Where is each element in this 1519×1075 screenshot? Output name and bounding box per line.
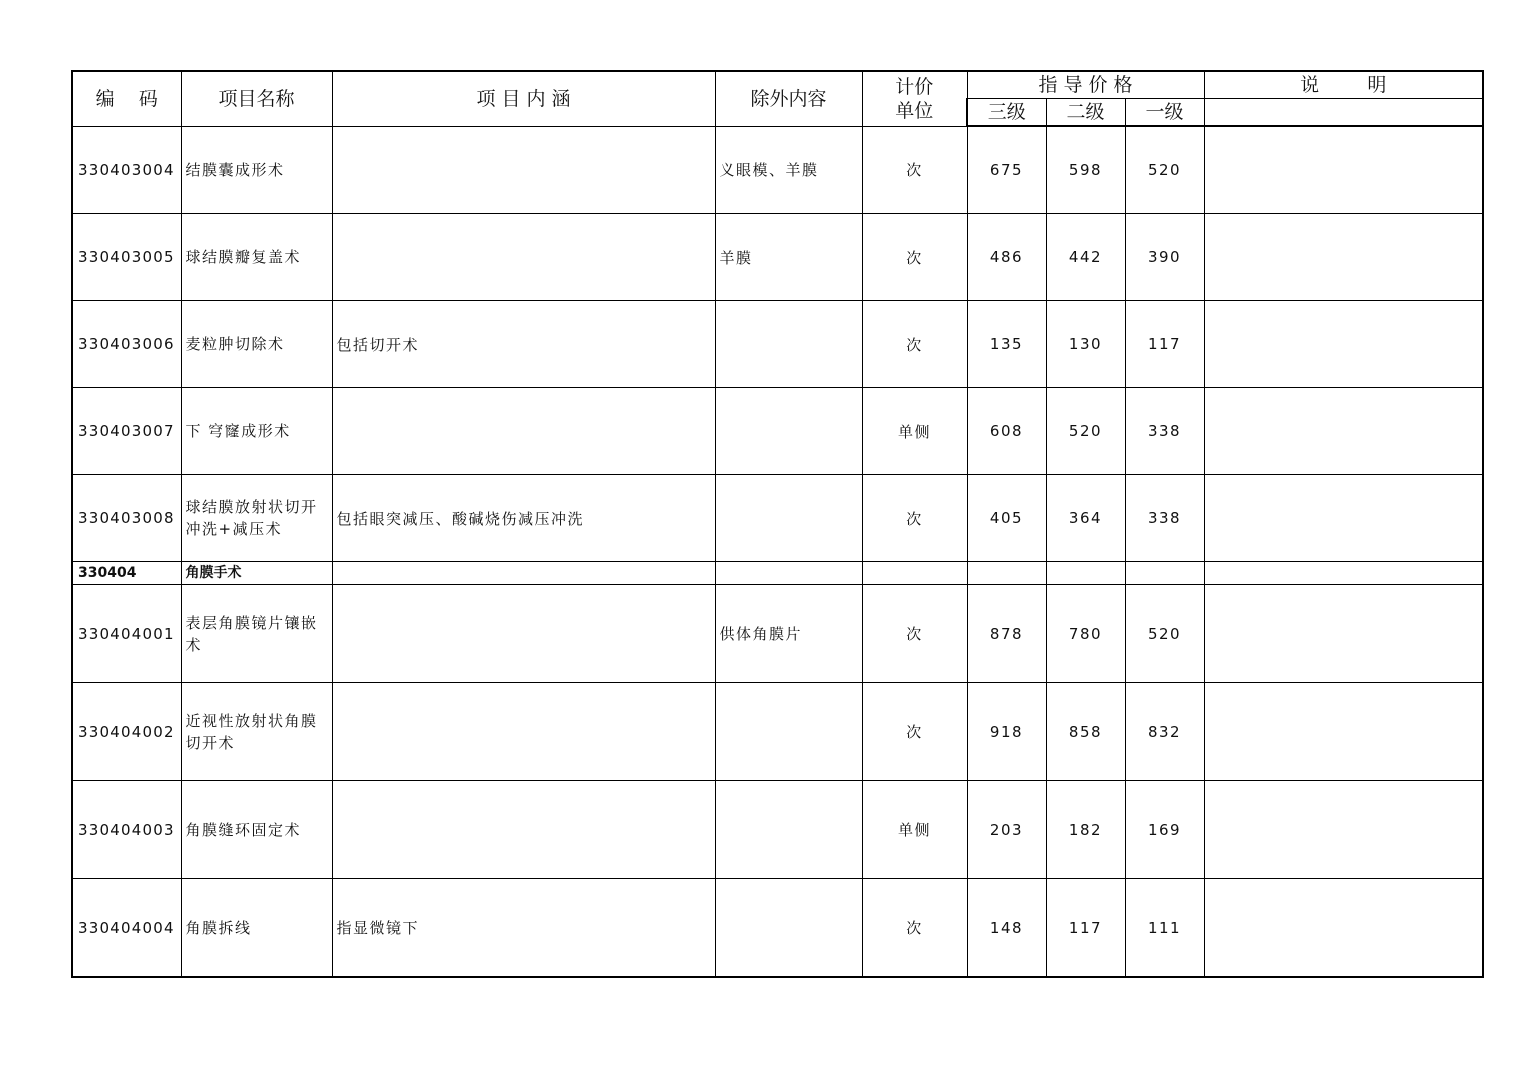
item-exclusions bbox=[715, 301, 862, 388]
price-level1: 338 bbox=[1125, 388, 1204, 475]
section-code: 330404 bbox=[72, 562, 181, 585]
header-unit-line2: 单位 bbox=[895, 99, 934, 122]
table-body bbox=[72, 126, 1483, 977]
item-name: 表层角膜镜片镶嵌术 bbox=[181, 585, 332, 683]
header-note: 说 明 bbox=[1204, 71, 1483, 99]
item-content: 包括眼突减压、酸碱烧伤减压冲洗 bbox=[332, 475, 715, 562]
section-empty-cell bbox=[1204, 562, 1483, 585]
item-content bbox=[332, 214, 715, 301]
item-content bbox=[332, 781, 715, 879]
item-code: 330403004 bbox=[72, 126, 181, 214]
item-note bbox=[1204, 781, 1483, 879]
item-exclusions bbox=[715, 388, 862, 475]
price-level2: 780 bbox=[1046, 585, 1125, 683]
item-code: 330403005 bbox=[72, 214, 181, 301]
item-note bbox=[1204, 126, 1483, 214]
price-level2: 442 bbox=[1046, 214, 1125, 301]
price-level2: 858 bbox=[1046, 683, 1125, 781]
section-empty-cell bbox=[715, 562, 862, 585]
section-row bbox=[72, 562, 1483, 585]
header-level2: 二级 bbox=[1046, 99, 1125, 127]
item-unit: 单侧 bbox=[862, 388, 967, 475]
price-table bbox=[71, 70, 1484, 978]
item-note bbox=[1204, 683, 1483, 781]
price-level1: 520 bbox=[1125, 585, 1204, 683]
header-exclusions: 除外内容 bbox=[715, 71, 862, 126]
item-unit: 次 bbox=[862, 683, 967, 781]
header-level3: 三级 bbox=[967, 99, 1046, 127]
header-unit-line1: 计价 bbox=[895, 75, 934, 98]
price-level3: 608 bbox=[967, 388, 1046, 475]
section-empty-cell bbox=[967, 562, 1046, 585]
price-level1: 832 bbox=[1125, 683, 1204, 781]
price-level3: 203 bbox=[967, 781, 1046, 879]
item-code: 330403006 bbox=[72, 301, 181, 388]
price-level2: 182 bbox=[1046, 781, 1125, 879]
table-row bbox=[72, 214, 1483, 301]
item-unit: 单侧 bbox=[862, 781, 967, 879]
header-unit bbox=[862, 71, 967, 126]
price-level1: 390 bbox=[1125, 214, 1204, 301]
header-note-blank bbox=[1204, 99, 1483, 127]
table-row bbox=[72, 126, 1483, 214]
price-level3: 135 bbox=[967, 301, 1046, 388]
table-row bbox=[72, 781, 1483, 879]
table-row bbox=[72, 388, 1483, 475]
item-content: 指显微镜下 bbox=[332, 879, 715, 978]
item-content: 包括切开术 bbox=[332, 301, 715, 388]
table-row bbox=[72, 879, 1483, 978]
item-code: 330403008 bbox=[72, 475, 181, 562]
item-content bbox=[332, 388, 715, 475]
item-content bbox=[332, 585, 715, 683]
header-guide-price: 指 导 价 格 bbox=[967, 71, 1204, 99]
price-level3: 148 bbox=[967, 879, 1046, 978]
item-note bbox=[1204, 585, 1483, 683]
item-unit: 次 bbox=[862, 301, 967, 388]
item-code: 330404003 bbox=[72, 781, 181, 879]
price-level3: 675 bbox=[967, 126, 1046, 214]
table-row bbox=[72, 683, 1483, 781]
item-unit: 次 bbox=[862, 214, 967, 301]
table-row bbox=[72, 475, 1483, 562]
item-exclusions: 供体角膜片 bbox=[715, 585, 862, 683]
table-header bbox=[72, 71, 1483, 126]
header-code: 编 码 bbox=[72, 71, 181, 126]
item-code: 330404004 bbox=[72, 879, 181, 978]
item-content bbox=[332, 683, 715, 781]
price-level1: 338 bbox=[1125, 475, 1204, 562]
item-name: 角膜缝环固定术 bbox=[181, 781, 332, 879]
header-content: 项 目 内 涵 bbox=[332, 71, 715, 126]
item-name: 近视性放射状角膜切开术 bbox=[181, 683, 332, 781]
item-code: 330404001 bbox=[72, 585, 181, 683]
item-note bbox=[1204, 388, 1483, 475]
section-empty-cell bbox=[1125, 562, 1204, 585]
item-unit: 次 bbox=[862, 126, 967, 214]
table-row bbox=[72, 301, 1483, 388]
item-exclusions bbox=[715, 683, 862, 781]
item-exclusions bbox=[715, 475, 862, 562]
header-name: 项目名称 bbox=[181, 71, 332, 126]
item-code: 330403007 bbox=[72, 388, 181, 475]
price-level2: 598 bbox=[1046, 126, 1125, 214]
item-name: 麦粒肿切除术 bbox=[181, 301, 332, 388]
price-level2: 130 bbox=[1046, 301, 1125, 388]
section-empty-cell bbox=[1046, 562, 1125, 585]
item-exclusions bbox=[715, 879, 862, 978]
item-name: 下 穹窿成形术 bbox=[181, 388, 332, 475]
price-level1: 169 bbox=[1125, 781, 1204, 879]
section-name: 角膜手术 bbox=[181, 562, 332, 585]
item-exclusions: 义眼模、羊膜 bbox=[715, 126, 862, 214]
price-level3: 486 bbox=[967, 214, 1046, 301]
price-level3: 405 bbox=[967, 475, 1046, 562]
item-name: 球结膜瓣复盖术 bbox=[181, 214, 332, 301]
header-level1: 一级 bbox=[1125, 99, 1204, 127]
item-code: 330404002 bbox=[72, 683, 181, 781]
item-note bbox=[1204, 475, 1483, 562]
item-exclusions: 羊膜 bbox=[715, 214, 862, 301]
item-note bbox=[1204, 301, 1483, 388]
item-note bbox=[1204, 214, 1483, 301]
item-name: 角膜拆线 bbox=[181, 879, 332, 978]
item-exclusions bbox=[715, 781, 862, 879]
item-unit: 次 bbox=[862, 879, 967, 978]
price-level1: 111 bbox=[1125, 879, 1204, 978]
price-level2: 520 bbox=[1046, 388, 1125, 475]
item-unit: 次 bbox=[862, 475, 967, 562]
price-level3: 918 bbox=[967, 683, 1046, 781]
price-level3: 878 bbox=[967, 585, 1046, 683]
section-empty-cell bbox=[332, 562, 715, 585]
item-note bbox=[1204, 879, 1483, 978]
item-name: 结膜囊成形术 bbox=[181, 126, 332, 214]
price-level2: 117 bbox=[1046, 879, 1125, 978]
section-empty-cell bbox=[862, 562, 967, 585]
price-level2: 364 bbox=[1046, 475, 1125, 562]
price-level1: 520 bbox=[1125, 126, 1204, 214]
item-content bbox=[332, 126, 715, 214]
item-unit: 次 bbox=[862, 585, 967, 683]
item-name: 球结膜放射状切开冲洗+减压术 bbox=[181, 475, 332, 562]
price-level1: 117 bbox=[1125, 301, 1204, 388]
table-row bbox=[72, 585, 1483, 683]
